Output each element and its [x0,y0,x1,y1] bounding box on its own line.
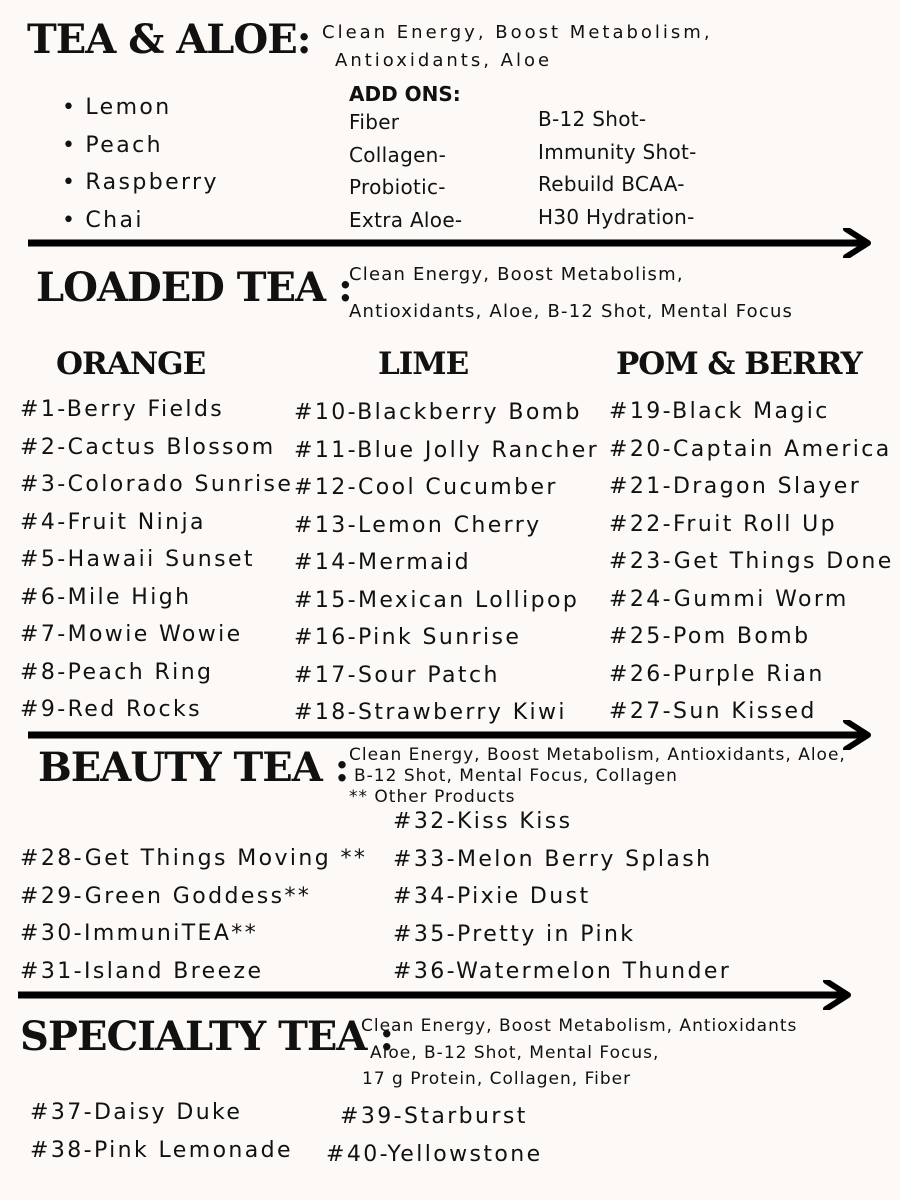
loaded-tea-desc-line1: Clean Energy, Boost Metabolism, [349,264,684,285]
add-on-item: B-12 Shot- [538,107,647,131]
list-item: #22-Fruit Roll Up [609,511,837,537]
pom-berry-list [609,393,894,731]
flavor-item: • Raspberry [62,164,219,202]
list-item: #23-Get Things Done [609,549,894,574]
loaded-tea-title: LOADED TEA : [36,264,352,311]
list-item: #35-Pretty in Pink [393,921,636,947]
list-item: #6-Mile High [20,584,192,610]
list-item: #27-Sun Kissed [609,699,817,724]
list-item: #19-Black Magic [609,399,830,424]
divider-arrow [18,980,864,1010]
orange-list [20,391,293,729]
add-ons-list-right [538,103,697,233]
list-item: #13-Lemon Cherry [294,512,542,538]
list-item: #14-Mermaid [294,550,471,575]
tea-aloe-desc-line1: Clean Energy, Boost Metabolism, [322,22,713,43]
tea-aloe-flavor-list [62,89,219,239]
list-item: #21-Dragon Slayer [609,474,862,499]
list-item: #40-Yellowstone [326,1141,543,1167]
list-item: #24-Gummi Worm [609,586,849,612]
flavor-item: • Peach [62,127,219,165]
lime-list [294,394,599,732]
specialty-left-list [30,1094,293,1169]
specialty-tea-desc-line3: 17 g Protein, Collagen, Fiber [362,1069,632,1089]
list-item: #9-Red Rocks [20,697,203,722]
specialty-tea-desc-line1: Clean Energy, Boost Metabolism, Antioxidants [361,1016,798,1036]
list-item: #26-Purple Rian [609,661,825,687]
list-item: #10-Blackberry Bomb [294,400,582,425]
list-item: #3-Colorado Sunrise [20,472,294,497]
add-on-item: Probiotic- [349,175,446,199]
tea-aloe-title: TEA & ALOE: [27,16,311,63]
list-item: #16-Pink Sunrise [294,625,522,650]
add-on-item: Collagen- [349,142,447,167]
list-item: #29-Green Goddess** [20,883,312,909]
flavor-item: • Chai [62,202,219,240]
list-item: #31-Island Breeze [20,958,264,984]
beauty-tea-desc-line2: B-12 Shot, Mental Focus, Collagen [354,766,678,786]
list-item: #32-Kiss Kiss [393,809,573,834]
list-item: #12-Cool Cucumber [294,475,558,500]
divider-arrow [28,228,874,258]
beauty-left-list [20,840,367,990]
pom-berry-column-title: POM & BERRY [616,346,862,382]
list-item: #20-Captain America [609,436,892,462]
list-item: #7-Mowie Wowie [20,622,243,647]
specialty-right-list [326,1098,543,1173]
add-on-item: Rebuild BCAA- [538,172,685,196]
list-item: #28-Get Things Moving ** [20,846,368,871]
add-ons-list-left [349,106,462,236]
list-item: #34-Pixie Dust [393,884,591,909]
flavor-item: • Lemon [62,89,219,127]
beauty-tea-desc-line1: Clean Energy, Boost Metabolism, Antioxidants, Aloe, [349,745,846,765]
list-item: #11-Blue Jolly Rancher [294,437,600,463]
add-on-item: Extra Aloe- [349,207,463,232]
beauty-tea-title: BEAUTY TEA : [38,744,349,791]
list-item: #17-Sour Patch [294,662,500,688]
list-item: #39-Starburst [340,1104,528,1129]
list-item: #8-Peach Ring [20,659,214,685]
lime-column-title: LIME [378,346,469,382]
list-item: #38-Pink Lemonade [30,1137,293,1163]
tea-aloe-desc-line2: Antioxidants, Aloe [335,50,553,71]
beauty-tea-desc-line3: ** Other Products [349,787,516,807]
list-item: #37-Daisy Duke [30,1100,243,1125]
loaded-tea-desc-line2: Antioxidants, Aloe, B-12 Shot, Mental Focus [349,301,794,322]
specialty-tea-desc-line2: Aloe, B-12 Shot, Mental Focus, [370,1043,660,1063]
add-on-item: H30 Hydration- [538,204,695,229]
specialty-tea-title: SPECIALTY TEA : [20,1013,394,1060]
beauty-right-list [393,803,731,991]
list-item: #30-ImmuniTEA** [20,921,259,946]
list-item: #36-Watermelon Thunder [393,959,732,984]
list-item: #18-Strawberry Kiwi [294,700,567,725]
add-ons-title: ADD ONS: [349,82,461,106]
add-on-item: Immunity Shot- [538,139,697,164]
list-item: #5-Hawaii Sunset [20,547,255,572]
list-item: #1-Berry Fields [20,397,225,422]
list-item: #2-Cactus Blossom [20,434,276,460]
list-item: #33-Melon Berry Splash [393,846,713,872]
add-on-item: Fiber [349,110,400,134]
list-item: #25-Pom Bomb [609,624,811,649]
list-item: #15-Mexican Lollipop [294,587,580,613]
orange-column-title: ORANGE [56,346,206,382]
list-item: #4-Fruit Ninja [20,509,206,535]
